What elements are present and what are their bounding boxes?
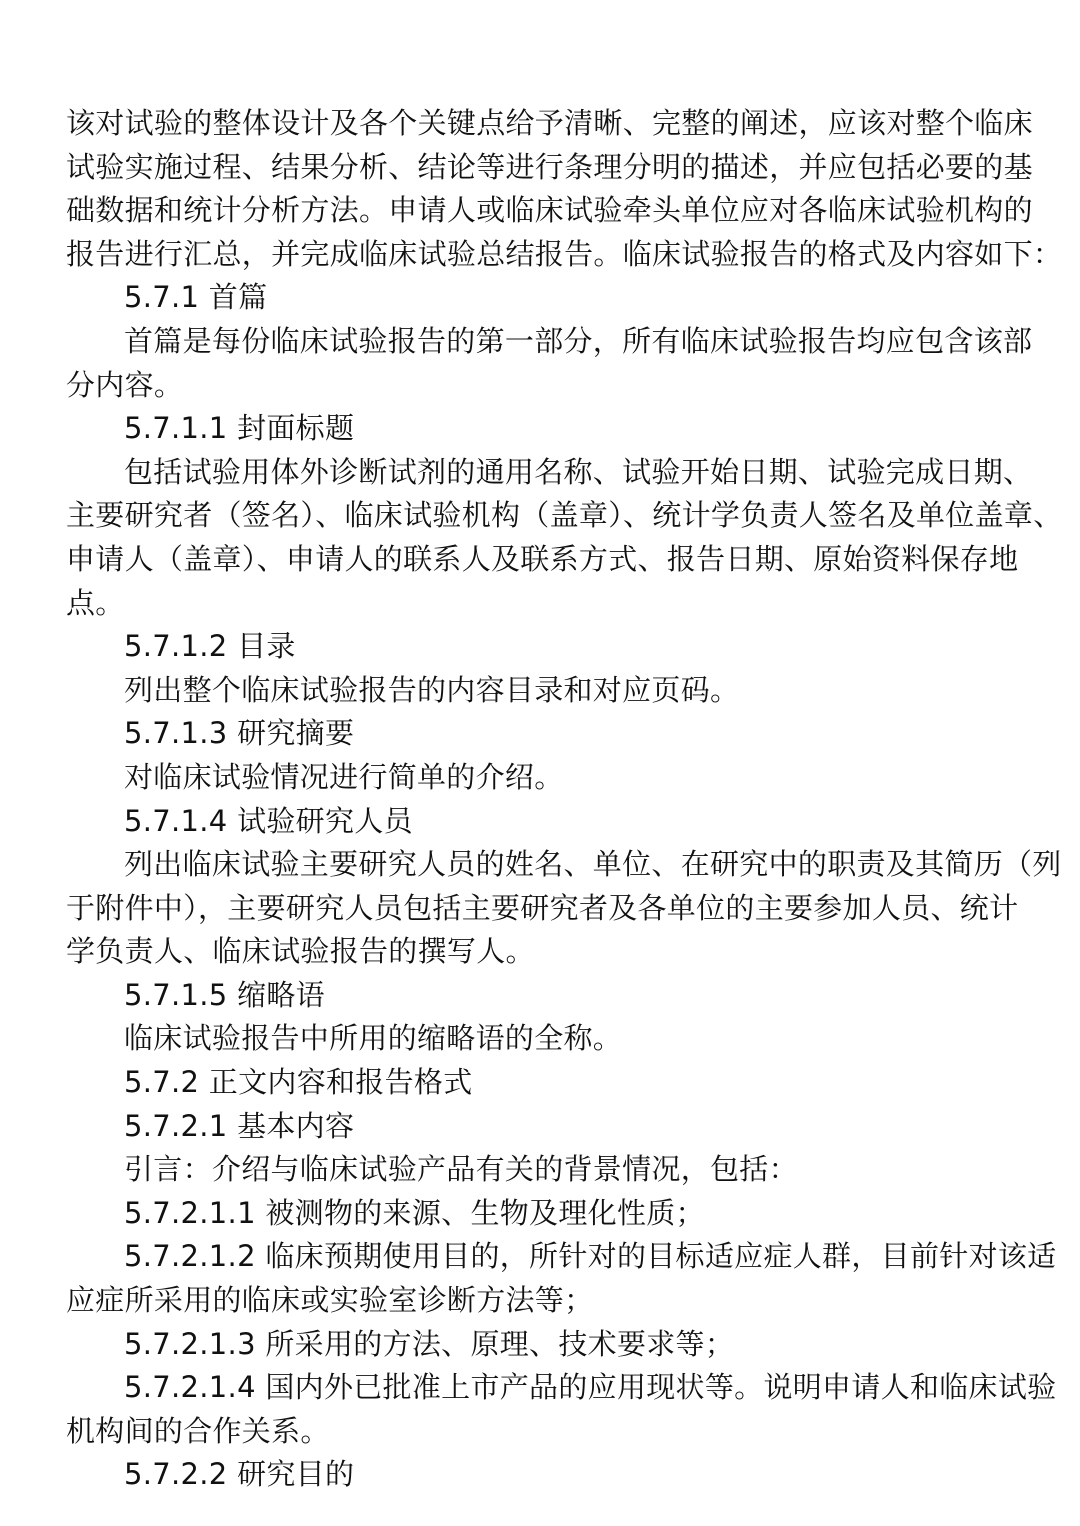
text-line: 5.7.2 正文内容和报告格式 bbox=[124, 1065, 473, 1100]
text-line: 点。 bbox=[66, 585, 125, 620]
text-line: 引言：介绍与临床试验产品有关的背景情况，包括： bbox=[124, 1152, 798, 1187]
text-line: 报告进行汇总，并完成临床试验总结报告。临床试验报告的格式及内容如下： bbox=[66, 236, 1063, 271]
text-line: 首篇是每份临床试验报告的第一部分，所有临床试验报告均应包含该部 bbox=[124, 323, 1033, 358]
text-line: 5.7.2.1 基本内容 bbox=[124, 1108, 355, 1143]
text-line: 5.7.2.1.4 国内外已批准上市产品的应用现状等。说明申请人和临床试验 bbox=[124, 1370, 1057, 1405]
document-page bbox=[66, 102, 1063, 1497]
text-line: 该对试验的整体设计及各个关键点给予清晰、完整的阐述，应该对整个临床 bbox=[66, 106, 1033, 140]
text-line: 5.7.1.4 试验研究人员 bbox=[124, 803, 413, 838]
text-line: 5.7.2.1.1 被测物的来源、生物及理化性质； bbox=[124, 1195, 705, 1230]
text-line: 于附件中），主要研究人员包括主要研究者及各单位的主要参加人员、统计 bbox=[66, 890, 1019, 925]
text-line: 5.7.2.1.2 临床预期使用目的，所针对的目标适应症人群，目前针对该适 bbox=[124, 1239, 1057, 1274]
text-line: 5.7.1.1 封面标题 bbox=[124, 411, 355, 446]
text-line: 应症所采用的临床或实验室诊断方法等； bbox=[66, 1283, 594, 1318]
text-line: 列出整个临床试验报告的内容目录和对应页码。 bbox=[124, 672, 740, 707]
text-line: 试验实施过程、结果分析、结论等进行条理分明的描述，并应包括必要的基 bbox=[66, 149, 1033, 184]
text-line: 5.7.1.5 缩略语 bbox=[124, 977, 325, 1012]
text-line: 列出临床试验主要研究人员的姓名、单位、在研究中的职责及其简历（列 bbox=[124, 847, 1062, 882]
text-line: 学负责人、临床试验报告的撰写人。 bbox=[66, 934, 535, 969]
text-line: 5.7.1 首篇 bbox=[124, 280, 268, 315]
text-line: 主要研究者（签名）、临床试验机构（盖章）、统计学负责人签名及单位盖章、 bbox=[66, 498, 1063, 533]
document-body bbox=[66, 102, 1063, 1497]
text-line: 5.7.1.3 研究摘要 bbox=[124, 716, 355, 751]
text-line: 临床试验报告中所用的缩略语的全称。 bbox=[124, 1021, 623, 1056]
text-line: 申请人（盖章）、申请人的联系人及联系方式、报告日期、原始资料保存地 bbox=[66, 541, 1019, 576]
text-line: 5.7.1.2 目录 bbox=[124, 629, 296, 664]
text-line: 对临床试验情况进行简单的介绍。 bbox=[124, 759, 564, 794]
text-line: 机构间的合作关系。 bbox=[66, 1413, 330, 1448]
text-line: 5.7.2.1.3 所采用的方法、原理、技术要求等； bbox=[124, 1326, 735, 1361]
text-line: 分内容。 bbox=[66, 367, 184, 402]
text-line: 包括试验用体外诊断试剂的通用名称、试验开始日期、试验完成日期、 bbox=[124, 454, 1033, 489]
text-line: 础数据和统计分析方法。申请人或临床试验牵头单位应对各临床试验机构的 bbox=[66, 193, 1033, 228]
text-line: 5.7.2.2 研究目的 bbox=[124, 1457, 355, 1492]
